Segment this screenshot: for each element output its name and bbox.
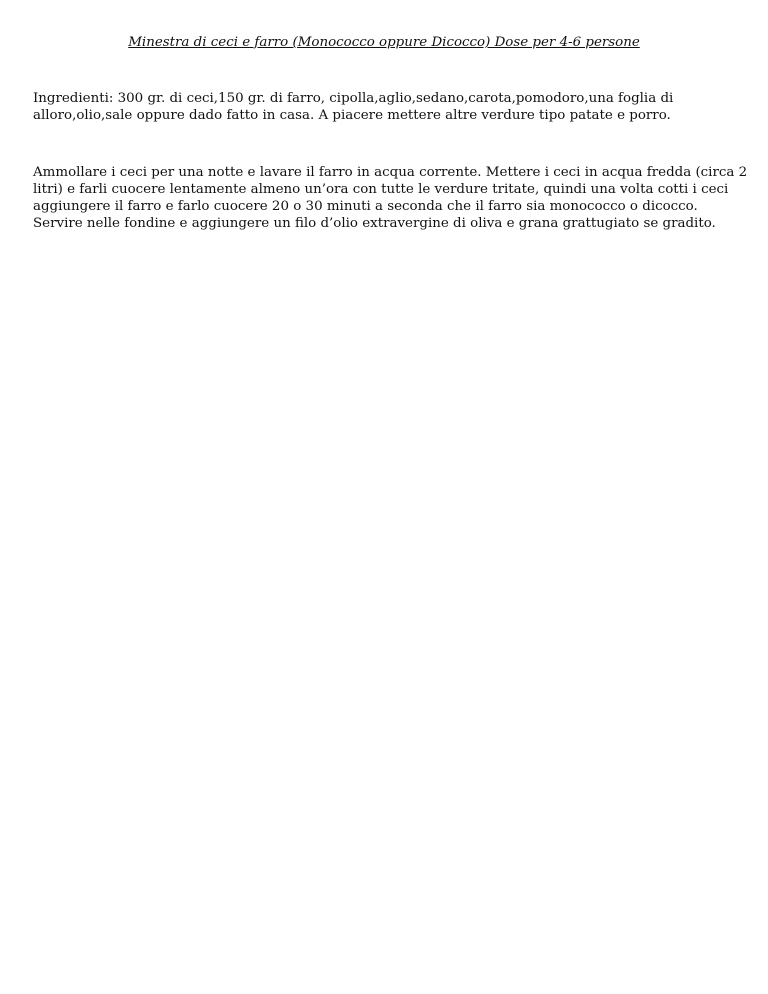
- method-line: aggiungere il farro e farlo cuocere 20 o 30 minuti a seconda che il farro sia monococco o dicocco.: [33, 199, 698, 214]
- method-line: Ammollare i ceci per una notte e lavare il farro in acqua corrente. Mettere i ceci in acqua fredda (circa 2: [33, 165, 748, 180]
- ingredients-paragraph: [33, 90, 738, 124]
- recipe-title: Minestra di ceci e farro (Monococco oppure Dicocco) Dose per 4-6 persone: [128, 35, 640, 50]
- ingredients-line: alloro,olio,sale oppure dado fatto in casa. A piacere mettere altre verdure tipo patate e porro.: [33, 108, 671, 123]
- method-line: Servire nelle fondine e aggiungere un filo d’olio extravergine di oliva e grana grattugiato se gradito.: [33, 216, 716, 231]
- method-line: litri) e farli cuocere lentamente almeno un’ora con tutte le verdure tritate, quindi una volta cotti i ceci: [33, 182, 729, 197]
- ingredients-line: Ingredienti: 300 gr. di ceci,150 gr. di farro, cipolla,aglio,sedano,carota,pomodoro,una foglia di: [33, 91, 674, 106]
- method-paragraph: [33, 164, 748, 232]
